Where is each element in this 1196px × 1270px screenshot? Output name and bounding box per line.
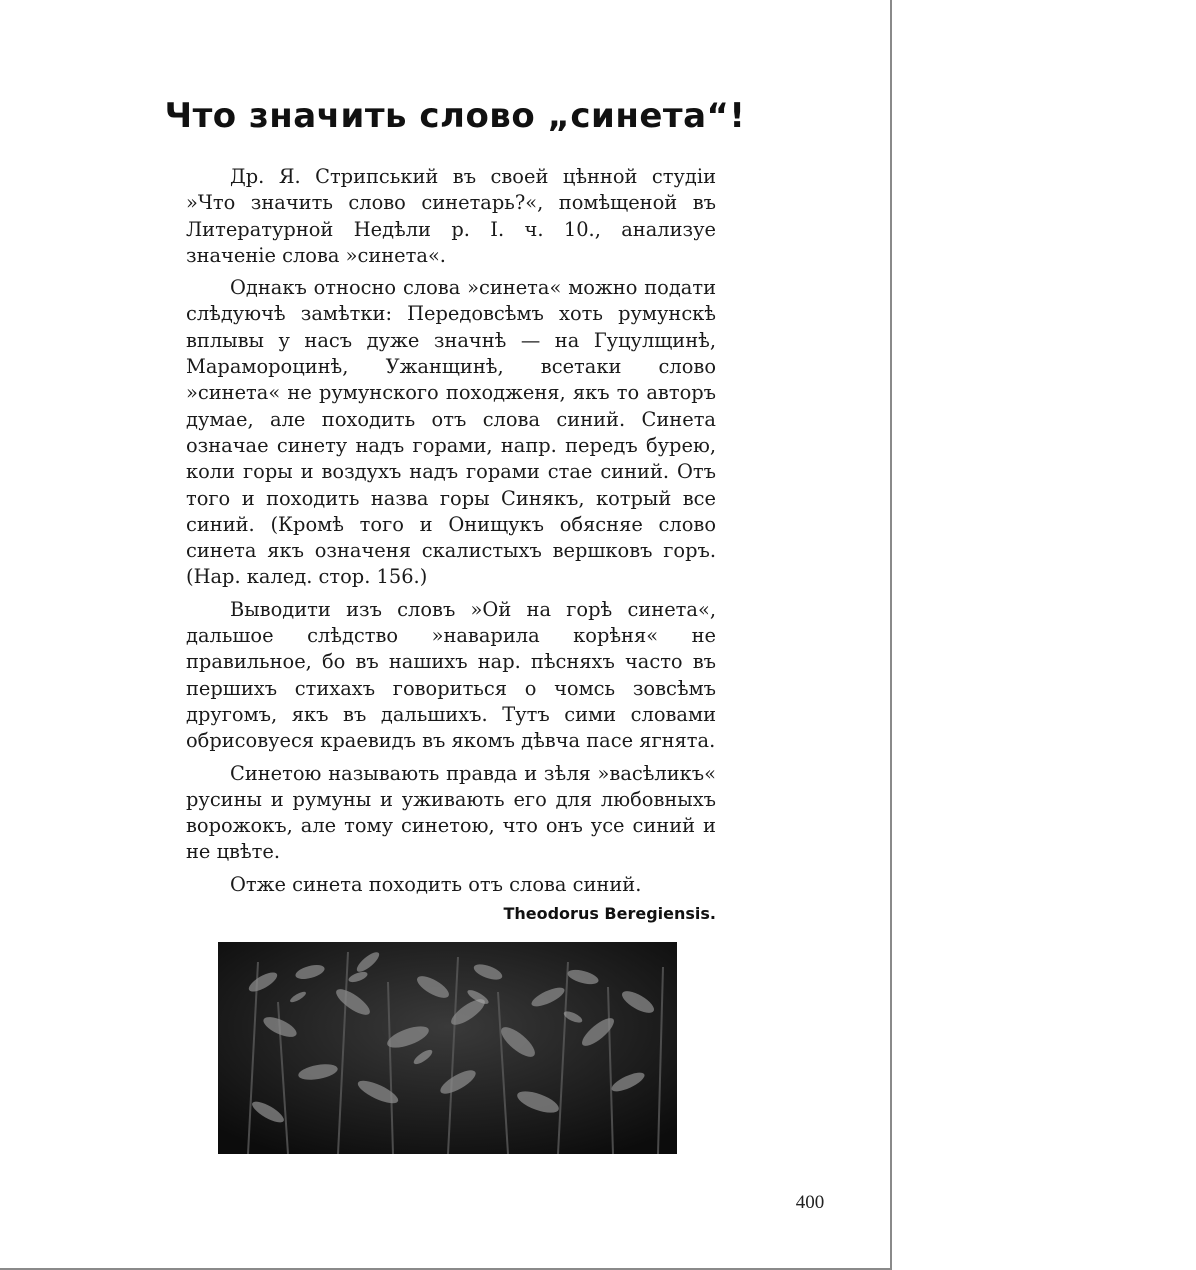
plant-photograph	[218, 942, 677, 1154]
article-body	[186, 164, 716, 904]
article-title: Что значить слово „синета“!	[164, 96, 746, 136]
paragraph-1: Др. Я. Стрипський въ своей цѣнной студіи »Что значить слово синетарь?«, помѣщеной въ Литературной Недѣли р. I. ч. 10., анализуе значеніе слова »синета«.	[186, 165, 716, 267]
paragraph-2: Однакъ относно слова »синета« можно подати слѣдуючѣ замѣтки: Передовсѣмъ хоть румунскѣ вплывы у насъ дуже значнѣ — на Гуцулщинѣ, Марамороцинѣ, Ужанщинѣ, всетаки слово »синета« не румунского походженя, якъ то авторъ думае, але походить отъ слова синий. Синета означае синету надъ горами, напр. передъ бурею, коли горы и воздухъ надъ горами стае синий. Отъ того и походить назва горы Синякъ, котрый все синий. (Кромѣ того и Онищукъ обясняе слово синета якъ означеня скалистыхъ вершковъ горъ. (Нар. калед. стор. 156.)	[186, 276, 716, 589]
paragraph-3: Выводити изъ словъ »Ой на горѣ синета«, дальшое слѣдство »наварила корѣня« не правильное, бо въ нашихъ нар. пѣсняхъ часто въ першихъ стихахъ говориться о чомсь зовсѣмъ другомъ, якъ въ дальшихъ. Тутъ сими словами обрисовуеся краевидъ въ якомъ дѣвча пасе ягнята.	[186, 597, 716, 753]
paragraph-5: Отже синета походить отъ слова синий.	[230, 872, 642, 896]
paragraph-4: Синетою называють правда и зѣля »васѣликъ« русины и румуны и уживають его для любовныхъ ворожокъ, але тому синетою, что онъ усе синий и не цвѣте.	[186, 761, 716, 864]
author-signature: Theodorus Beregiensis.	[503, 904, 716, 923]
plant-photograph-image	[218, 942, 677, 1154]
page-number: 400	[795, 1192, 825, 1213]
